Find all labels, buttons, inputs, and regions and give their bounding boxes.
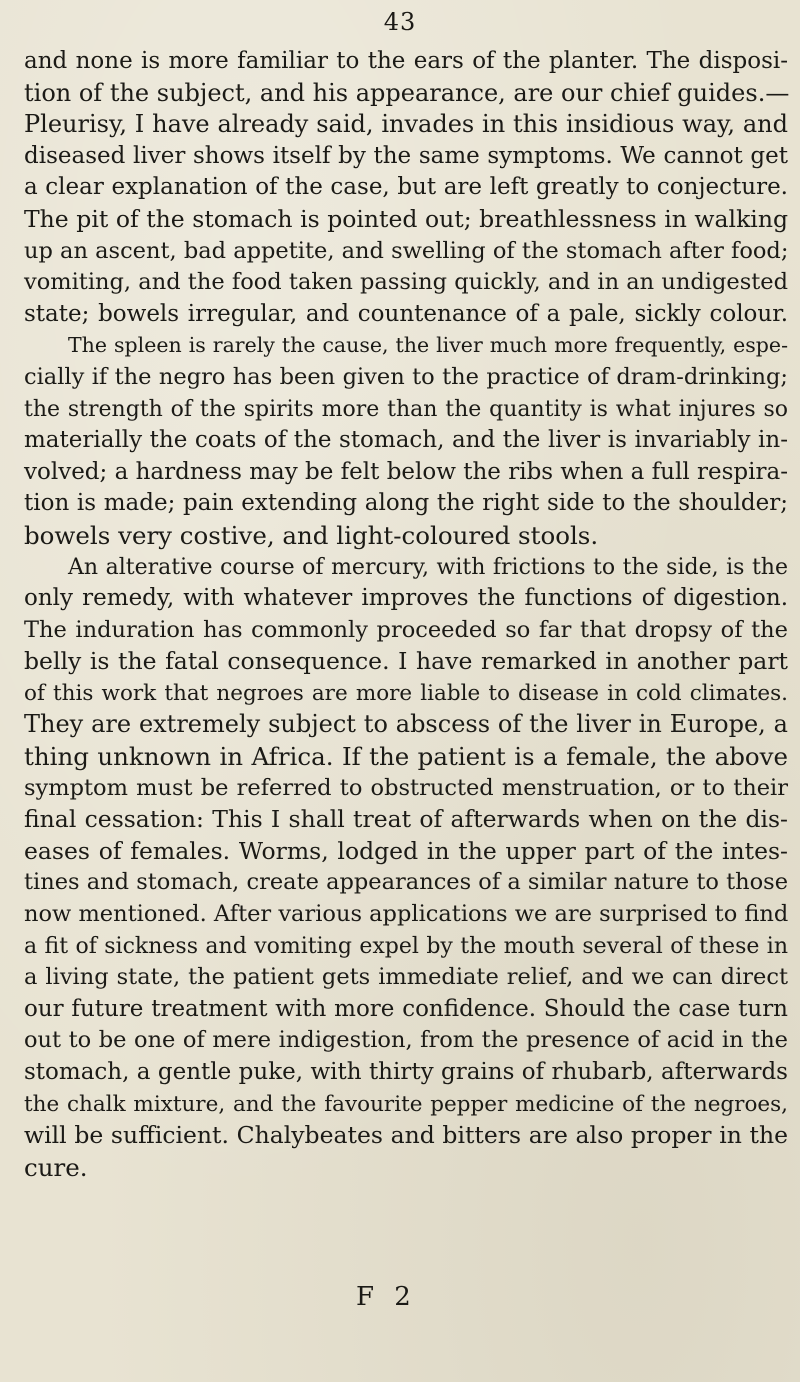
text-line: the chalk mixture, and the favourite pepper medicine of the negroes,: [24, 1091, 788, 1117]
text-line: tion is made; pain extending along the right side to the shoulder;: [24, 490, 788, 517]
text-line: now mentioned. After various applications we are surprised to find: [24, 901, 789, 928]
text-line: up an ascent, bad appetite, and swelling of the stomach after food;: [24, 237, 789, 264]
text-line: belly is the fatal consequence. I have remarked in another part: [24, 647, 788, 676]
text-line: final cessation: This I shall treat of afterwards when on the dis-: [24, 805, 788, 834]
text-line: diseased liver shows itself by the same symptoms. We cannot get: [24, 142, 788, 169]
text-line: materially the coats of the stomach, and the liver is invariably in-: [24, 427, 788, 454]
text-line: vomiting, and the food taken passing quickly, and in an undigested: [24, 269, 788, 296]
text-line: They are extremely subject to abscess of the liver in Europe, a: [24, 710, 788, 739]
text-line: Pleurisy, I have already said, invades in this insidious way, and: [24, 110, 788, 139]
text-line: will be sufficient. Chalybeates and bitters are also proper in the: [24, 1121, 788, 1150]
text-line: only remedy, with whatever improves the functions of digestion.: [24, 585, 788, 612]
text-line: eases of females. Worms, lodged in the upper part of the intes-: [24, 836, 788, 865]
paragraph-end-line: cure.: [24, 1152, 88, 1182]
text-line: tion of the subject, and his appearance, are our chief guides.—: [24, 78, 790, 107]
text-line: a clear explanation of the case, but are left greatly to conjecture.: [24, 174, 788, 201]
text-line: volved; a hardness may be felt below the ribs when a full respira-: [24, 458, 788, 485]
text-line: out to be one of mere indigestion, from the presence of acid in the: [24, 1027, 788, 1054]
text-line: cially if the negro has been given to the practice of dram-drinking;: [24, 363, 788, 390]
signature-mark: F 2: [356, 1282, 417, 1312]
text-line: a living state, the patient gets immediate relief, and we can direct: [24, 964, 788, 991]
body-text: [24, 46, 788, 1183]
text-line: stomach, a gentle puke, with thirty grains of rhubarb, afterwards: [24, 1059, 788, 1085]
page-number: 43: [383, 8, 417, 36]
text-line: symptom must be referred to obstructed menstruation, or to their: [24, 774, 788, 801]
paragraph-end-line: bowels very costive, and light-coloured stools.: [24, 520, 599, 550]
text-line: The pit of the stomach is pointed out; breathlessness in walking: [24, 204, 788, 233]
text-line: The induration has commonly proceeded so far that dropsy of the: [24, 616, 788, 643]
text-line: of this work that negroes are more liable to disease in cold climates.: [24, 680, 788, 706]
text-line: tines and stomach, create appearances of a similar nature to those: [24, 869, 789, 896]
text-line: state; bowels irregular, and countenance of a pale, sickly colour.: [24, 300, 788, 327]
text-line: our future treatment with more confidence. Should the case turn: [24, 995, 788, 1022]
paragraph-start-line: The spleen is rarely the cause, the liver much more frequently, espe-: [68, 333, 788, 358]
paragraph-start-line: An alterative course of mercury, with frictions to the side, is the: [68, 554, 788, 580]
text-line: and none is more familiar to the ears of the planter. The disposi-: [24, 48, 788, 74]
text-line: a fit of sickness and vomiting expel by the mouth several of these in: [24, 933, 788, 959]
text-line: the strength of the spirits more than the quantity is what injures so: [24, 396, 788, 422]
text-line: thing unknown in Africa. If the patient is a female, the above: [24, 742, 788, 772]
